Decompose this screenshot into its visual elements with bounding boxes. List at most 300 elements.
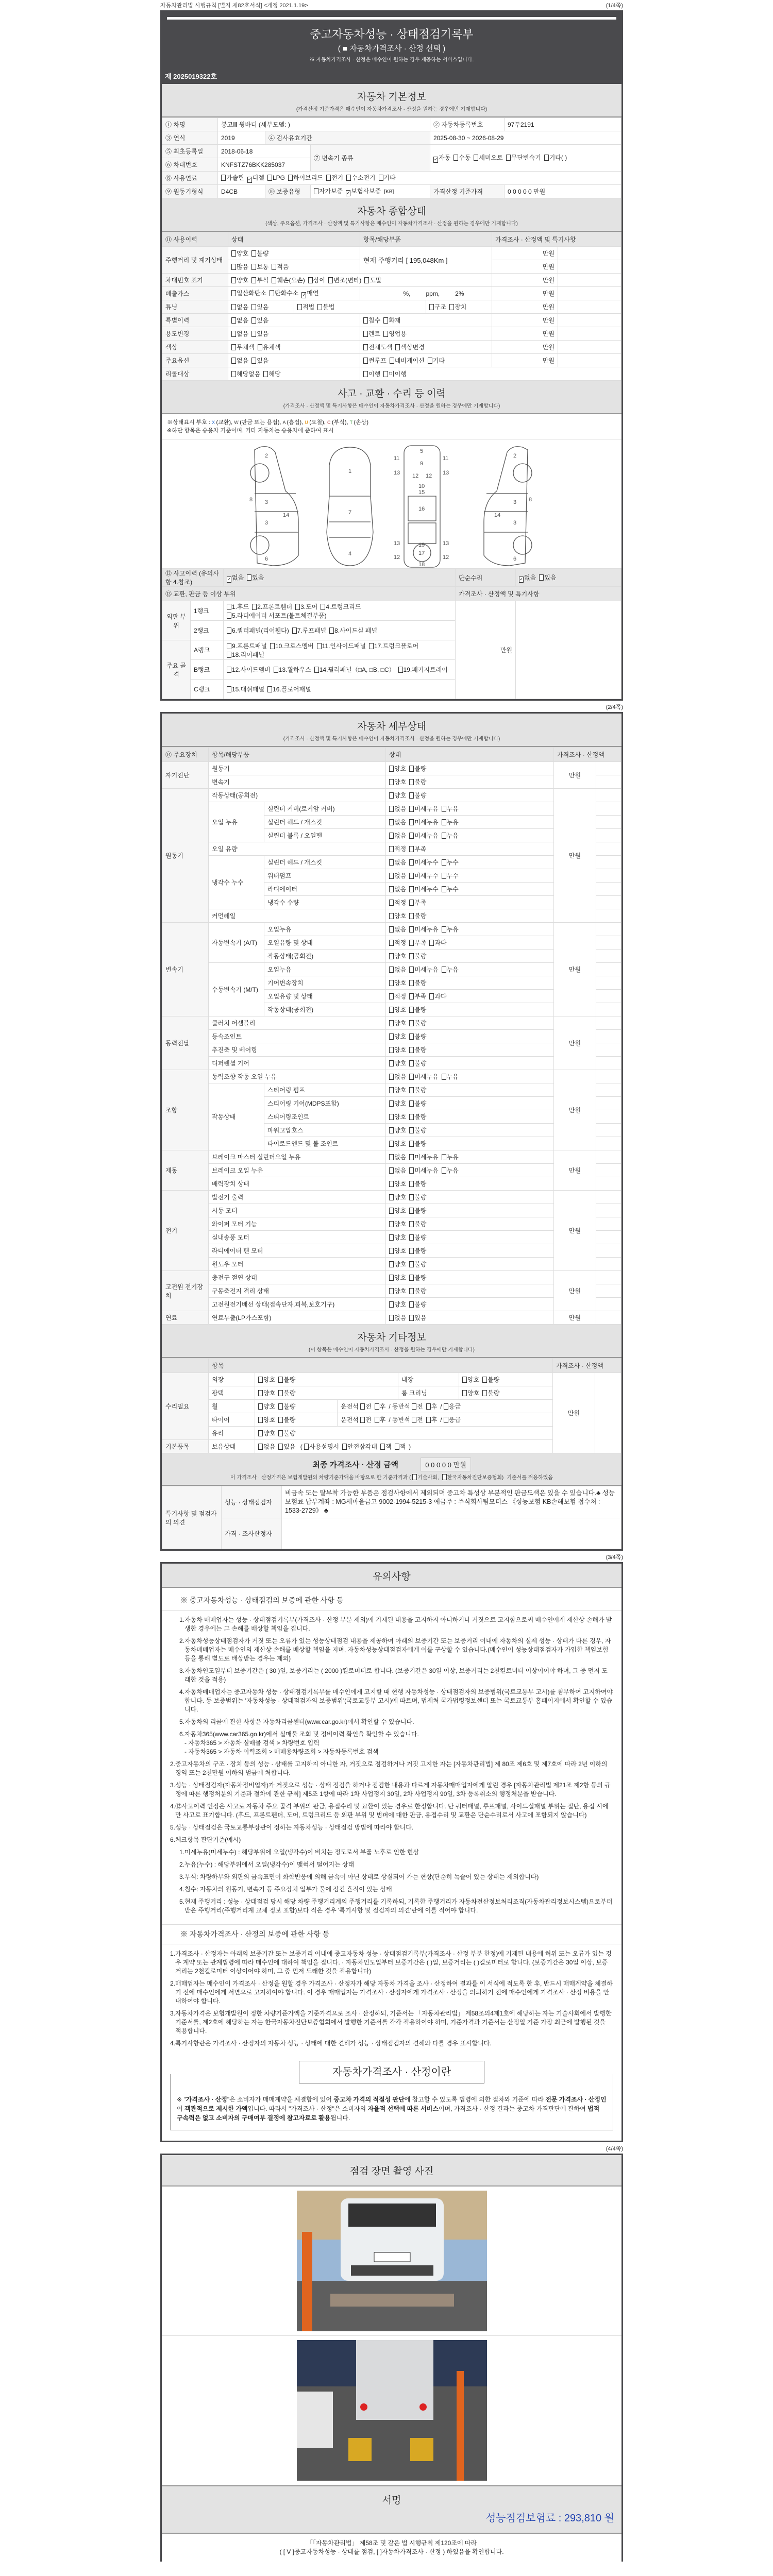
checkbox-checked-icon[interactable]: ✓ [434,157,438,162]
checkbox-checked-icon[interactable]: ✓ [302,292,306,297]
checkbox-icon[interactable] [409,1275,414,1281]
checkbox-option[interactable] [231,262,248,271]
checkbox-option[interactable] [251,329,268,338]
checkbox-icon[interactable] [409,846,414,852]
checkbox-option[interactable] [428,356,445,365]
checkbox-icon[interactable] [363,371,368,377]
checkbox-icon[interactable] [442,859,446,866]
checkbox-icon[interactable] [409,1007,414,1013]
checkbox-option[interactable] [429,938,446,947]
checkbox-option[interactable] [329,626,377,635]
checkbox-icon[interactable] [389,967,394,973]
checkbox-option[interactable] [409,1219,426,1228]
checkbox-icon[interactable] [409,1141,414,1147]
checkbox-option[interactable] [389,1286,406,1295]
checkbox-icon[interactable] [444,1403,448,1410]
checkbox-icon[interactable] [442,806,446,812]
checkbox-option[interactable] [442,1166,459,1175]
checkbox-icon[interactable] [227,604,231,610]
checkbox-option[interactable] [379,173,396,182]
checkbox-option[interactable] [258,1402,275,1411]
checkbox-icon[interactable] [274,667,278,673]
checkbox-icon[interactable] [389,940,394,946]
checkbox-option[interactable] [409,1233,426,1242]
checkbox-option[interactable] [389,1246,406,1255]
checkbox-option[interactable] [409,885,438,893]
checkbox-icon[interactable] [258,1430,263,1436]
checkbox-icon[interactable] [442,873,446,879]
checkbox-icon[interactable] [278,1430,283,1436]
checkbox-option[interactable] [409,871,438,880]
checkbox-icon[interactable] [409,1047,414,1053]
checkbox-option[interactable] [462,1375,479,1384]
checkbox-icon[interactable] [304,1444,309,1450]
checkbox-icon[interactable] [409,1033,414,1040]
checkbox-option[interactable] [267,174,285,181]
checkbox-icon[interactable] [409,926,414,933]
checkbox-icon[interactable] [389,1047,394,1053]
checkbox-icon[interactable] [389,859,394,866]
checkbox-icon[interactable] [389,1248,394,1254]
checkbox-option[interactable] [409,1032,426,1041]
checkbox-option[interactable] [389,1045,406,1054]
checkbox-option[interactable] [278,1429,295,1437]
checkbox-option[interactable] [442,1153,459,1161]
checkbox-option[interactable] [429,992,446,1001]
checkbox-icon[interactable] [308,277,313,283]
checkbox-option[interactable] [409,1045,426,1054]
checkbox-option[interactable] [433,153,450,163]
checkbox-option[interactable] [409,1139,426,1148]
checkbox-icon[interactable] [231,331,236,337]
checkbox-icon[interactable] [288,175,293,181]
checkbox-icon[interactable] [409,993,414,999]
checkbox-icon[interactable] [252,604,257,610]
checkbox-icon[interactable] [409,1060,414,1066]
checkbox-option[interactable] [409,1126,426,1134]
checkbox-icon[interactable] [389,1221,394,1227]
checkbox-icon[interactable] [342,1444,347,1450]
checkbox-icon[interactable] [278,1444,283,1450]
checkbox-option[interactable] [380,1442,392,1451]
checkbox-icon[interactable] [409,940,414,946]
checkbox-option[interactable] [278,1402,295,1411]
checkbox-option[interactable] [274,665,311,674]
checkbox-option[interactable] [409,764,426,773]
checkbox-option[interactable] [360,1402,372,1411]
checkbox-icon[interactable] [442,967,446,973]
checkbox-option[interactable] [247,573,264,582]
checkbox-option[interactable] [369,641,418,650]
checkbox-option[interactable] [389,1206,406,1215]
checkbox-option[interactable] [389,831,406,840]
checkbox-option[interactable] [429,302,446,311]
checkbox-icon[interactable] [258,1444,263,1450]
checkbox-option[interactable] [412,1402,423,1411]
checkbox-option[interactable] [409,1193,426,1201]
checkbox-option[interactable] [442,925,459,934]
checkbox-icon[interactable] [474,155,478,161]
checkbox-option[interactable] [389,858,406,867]
checkbox-icon[interactable] [389,913,394,919]
checkbox-option[interactable] [409,1179,426,1188]
checkbox-option[interactable] [227,641,267,650]
checkbox-option[interactable] [389,1112,406,1121]
checkbox-option[interactable] [412,1473,439,1481]
checkbox-option[interactable] [409,1260,426,1268]
checkbox-option[interactable] [409,1286,426,1295]
checkbox-icon[interactable] [389,819,394,825]
checkbox-icon[interactable] [409,1074,414,1080]
checkbox-icon[interactable] [426,1417,431,1423]
checkbox-checked-icon[interactable]: ✓ [519,576,524,582]
checkbox-icon[interactable] [409,967,414,973]
checkbox-icon[interactable] [328,277,333,283]
checkbox-option[interactable] [442,871,459,880]
checkbox-icon[interactable] [363,317,368,324]
checkbox-option[interactable] [539,573,556,582]
checkbox-option[interactable] [389,1059,406,1067]
checkbox-icon[interactable] [409,873,414,879]
checkbox-icon[interactable] [389,1033,394,1040]
checkbox-option[interactable] [482,1388,499,1397]
checkbox-icon[interactable] [278,1403,283,1410]
checkbox-icon[interactable] [258,1390,263,1396]
checkbox-icon[interactable] [429,304,434,310]
checkbox-icon[interactable] [317,304,322,310]
checkbox-icon[interactable] [231,264,236,270]
checkbox-icon[interactable] [409,766,414,772]
checkbox-icon[interactable] [389,873,394,879]
checkbox-option[interactable] [383,316,400,325]
checkbox-option[interactable] [409,858,438,867]
checkbox-icon[interactable] [375,1417,379,1423]
checkbox-option[interactable] [426,1415,438,1424]
checkbox-option[interactable] [258,1429,275,1437]
checkbox-icon[interactable] [270,290,274,296]
checkbox-icon[interactable] [227,628,231,634]
checkbox-option[interactable] [295,602,317,611]
checkbox-option[interactable] [363,369,380,378]
checkbox-option[interactable] [409,1099,426,1108]
checkbox-option[interactable] [227,685,264,693]
checkbox-option[interactable] [231,249,248,258]
checkbox-option[interactable] [314,665,395,674]
checkbox-icon[interactable] [231,317,236,324]
checkbox-icon[interactable] [409,833,414,839]
checkbox-option[interactable] [278,1375,295,1384]
checkbox-option[interactable] [288,173,323,182]
checkbox-icon[interactable] [409,913,414,919]
checkbox-option[interactable] [389,938,406,947]
checkbox-option[interactable] [389,1072,406,1081]
checkbox-icon[interactable] [251,317,256,324]
checkbox-icon[interactable] [267,175,272,181]
checkbox-option[interactable] [442,818,459,826]
checkbox-icon[interactable] [398,667,403,673]
checkbox-option[interactable] [389,1313,406,1322]
checkbox-option[interactable] [321,602,361,611]
checkbox-option[interactable] [258,1415,275,1424]
checkbox-icon[interactable] [506,155,511,161]
checkbox-option[interactable] [442,965,459,974]
checkbox-icon[interactable] [389,1181,394,1187]
checkbox-option[interactable] [395,343,424,351]
checkbox-option[interactable] [363,356,386,365]
checkbox-option[interactable] [231,302,248,311]
checkbox-icon[interactable] [409,1154,414,1160]
checkbox-option[interactable] [317,302,334,311]
checkbox-option[interactable] [346,173,375,182]
checkbox-icon[interactable] [231,277,236,283]
checkbox-icon[interactable] [409,792,414,799]
checkbox-icon[interactable] [409,819,414,825]
checkbox-icon[interactable] [380,1444,385,1450]
checkbox-option[interactable] [389,1139,406,1148]
checkbox-option[interactable] [258,1388,275,1397]
checkbox-option[interactable] [453,153,470,162]
checkbox-option[interactable] [308,276,325,284]
checkbox-icon[interactable] [409,1234,414,1241]
checkbox-icon[interactable] [329,628,334,634]
checkbox-icon[interactable] [258,1403,263,1410]
checkbox-option[interactable] [449,302,466,311]
checkbox-option[interactable] [389,1193,406,1201]
checkbox-icon[interactable] [270,643,275,649]
checkbox-option[interactable] [389,911,406,920]
checkbox-option[interactable] [409,1112,426,1121]
checkbox-option[interactable] [506,153,541,162]
checkbox-option[interactable] [227,626,289,635]
checkbox-icon[interactable] [389,900,394,906]
checkbox-icon[interactable] [429,993,434,999]
checkbox-option[interactable] [251,316,268,325]
checkbox-icon[interactable] [292,628,297,634]
checkbox-icon[interactable] [395,1444,399,1450]
checkbox-option[interactable] [409,1086,426,1094]
checkbox-option[interactable] [375,1415,386,1424]
checkbox-option[interactable] [409,831,438,840]
checkbox-option[interactable] [409,992,426,1001]
checkbox-option[interactable] [409,952,426,960]
checkbox-icon[interactable] [297,304,302,310]
checkbox-option[interactable] [442,804,459,813]
checkbox-icon[interactable] [429,940,434,946]
checkbox-icon[interactable] [409,1288,414,1294]
checkbox-icon[interactable] [482,1377,487,1383]
checkbox-icon[interactable] [251,264,256,270]
checkbox-icon[interactable] [409,953,414,959]
checkbox-checked-icon[interactable]: ✓ [247,177,252,182]
checkbox-option[interactable] [301,289,318,298]
checkbox-icon[interactable] [409,1100,414,1107]
checkbox-icon[interactable] [383,317,388,324]
checkbox-option[interactable] [389,1005,406,1014]
checkbox-option[interactable] [267,685,311,693]
checkbox-option[interactable] [221,173,244,182]
checkbox-icon[interactable] [251,331,256,337]
checkbox-icon[interactable] [326,175,331,181]
checkbox-option[interactable] [389,1166,406,1175]
checkbox-option[interactable] [317,641,366,650]
checkbox-option[interactable] [519,573,536,583]
checkbox-option[interactable] [389,777,406,786]
checkbox-option[interactable] [297,302,314,311]
checkbox-icon[interactable] [375,1403,379,1410]
checkbox-icon[interactable] [360,1403,365,1410]
checkbox-icon[interactable] [389,806,394,812]
checkbox-icon[interactable] [426,1403,431,1410]
checkbox-option[interactable] [412,1415,423,1424]
checkbox-option[interactable] [304,1442,339,1451]
checkbox-option[interactable] [389,1153,406,1161]
checkbox-icon[interactable] [389,953,394,959]
checkbox-icon[interactable] [389,1114,394,1120]
checkbox-option[interactable] [409,1206,426,1215]
checkbox-option[interactable] [444,1402,461,1411]
checkbox-option[interactable] [544,153,567,162]
checkbox-icon[interactable] [258,344,262,350]
checkbox-option[interactable] [227,602,249,611]
checkbox-icon[interactable] [363,344,368,350]
checkbox-icon[interactable] [462,1390,467,1396]
checkbox-icon[interactable] [442,819,446,825]
checkbox-option[interactable] [474,153,502,162]
checkbox-icon[interactable] [389,993,394,999]
checkbox-icon[interactable] [360,1417,365,1423]
checkbox-icon[interactable] [227,613,231,619]
checkbox-option[interactable] [409,1273,426,1282]
checkbox-icon[interactable] [389,1315,394,1321]
checkbox-icon[interactable] [442,833,446,839]
checkbox-icon[interactable] [389,833,394,839]
checkbox-option[interactable] [389,1219,406,1228]
checkbox-option[interactable] [389,871,406,880]
checkbox-icon[interactable] [389,1100,394,1107]
checkbox-option[interactable] [395,1442,406,1451]
checkbox-icon[interactable] [389,1234,394,1241]
checkbox-option[interactable] [409,1313,426,1322]
checkbox-icon[interactable] [389,1060,394,1066]
checkbox-option[interactable] [409,1300,426,1309]
checkbox-icon[interactable] [227,686,231,692]
checkbox-icon[interactable] [251,304,256,310]
checkbox-option[interactable] [398,665,448,674]
checkbox-icon[interactable] [272,264,276,270]
checkbox-icon[interactable] [389,792,394,799]
checkbox-icon[interactable] [363,358,368,364]
checkbox-icon[interactable] [409,1248,414,1254]
checkbox-option[interactable] [270,641,314,650]
checkbox-option[interactable] [389,978,406,987]
checkbox-option[interactable] [389,1179,406,1188]
checkbox-icon[interactable] [412,1417,416,1423]
checkbox-option[interactable] [342,1442,377,1451]
checkbox-icon[interactable] [412,1403,416,1410]
checkbox-option[interactable] [227,573,244,583]
checkbox-option[interactable] [292,626,326,635]
checkbox-icon[interactable] [231,344,236,350]
checkbox-option[interactable] [389,1300,406,1309]
checkbox-checked-icon[interactable]: ✓ [227,576,231,582]
checkbox-icon[interactable] [231,290,236,296]
checkbox-option[interactable] [390,356,425,365]
checkbox-option[interactable] [409,911,426,920]
checkbox-icon[interactable] [444,1417,448,1423]
checkbox-option[interactable] [442,885,459,893]
checkbox-option[interactable] [389,1273,406,1282]
checkbox-option[interactable] [409,1005,426,1014]
checkbox-icon[interactable] [251,250,256,257]
checkbox-option[interactable] [251,249,268,258]
checkbox-option[interactable] [409,777,426,786]
checkbox-option[interactable] [409,1019,426,1027]
checkbox-option[interactable] [389,844,406,853]
checkbox-icon[interactable] [231,358,236,364]
checkbox-option[interactable] [389,952,406,960]
checkbox-icon[interactable] [346,175,351,181]
checkbox-option[interactable] [389,1099,406,1108]
checkbox-icon[interactable] [389,1208,394,1214]
checkbox-icon[interactable] [389,1127,394,1133]
checkbox-icon[interactable] [258,1417,263,1423]
checkbox-icon[interactable] [389,980,394,986]
checkbox-icon[interactable] [221,175,226,181]
checkbox-icon[interactable] [453,155,458,161]
checkbox-icon[interactable] [409,1194,414,1200]
checkbox-option[interactable] [383,329,407,338]
checkbox-icon[interactable] [442,926,446,933]
checkbox-option[interactable] [389,1126,406,1134]
checkbox-icon[interactable] [247,574,251,581]
checkbox-option[interactable] [258,343,281,351]
checkbox-icon[interactable] [263,371,268,377]
checkbox-icon[interactable] [462,1377,467,1383]
checkbox-option[interactable] [409,898,426,907]
checkbox-icon[interactable] [482,1390,487,1396]
checkbox-icon[interactable] [251,358,256,364]
checkbox-option[interactable] [227,650,264,659]
checkbox-option[interactable] [252,602,292,611]
checkbox-option[interactable] [326,173,343,182]
checkbox-icon[interactable] [442,1154,446,1160]
checkbox-option[interactable] [363,329,380,338]
checkbox-icon[interactable] [231,304,236,310]
checkbox-option[interactable] [251,262,268,271]
checkbox-option[interactable] [389,1032,406,1041]
checkbox-icon[interactable] [409,1167,414,1174]
checkbox-option[interactable] [346,187,381,196]
checkbox-icon[interactable] [258,1377,263,1383]
checkbox-icon[interactable] [389,1301,394,1308]
checkbox-icon[interactable] [389,1261,394,1267]
checkbox-icon[interactable] [314,667,319,673]
checkbox-option[interactable] [442,831,459,840]
checkbox-icon[interactable] [449,304,454,310]
checkbox-icon[interactable] [395,344,400,350]
checkbox-option[interactable] [389,804,406,813]
checkbox-option[interactable] [409,1246,426,1255]
checkbox-option[interactable] [389,1086,406,1094]
checkbox-option[interactable] [409,844,426,853]
checkbox-icon[interactable] [409,900,414,906]
checkbox-icon[interactable] [442,1474,447,1480]
checkbox-icon[interactable] [442,1074,446,1080]
checkbox-icon[interactable] [409,1087,414,1093]
checkbox-option[interactable] [409,1072,438,1081]
checkbox-option[interactable] [389,1260,406,1268]
checkbox-option[interactable] [231,276,248,284]
